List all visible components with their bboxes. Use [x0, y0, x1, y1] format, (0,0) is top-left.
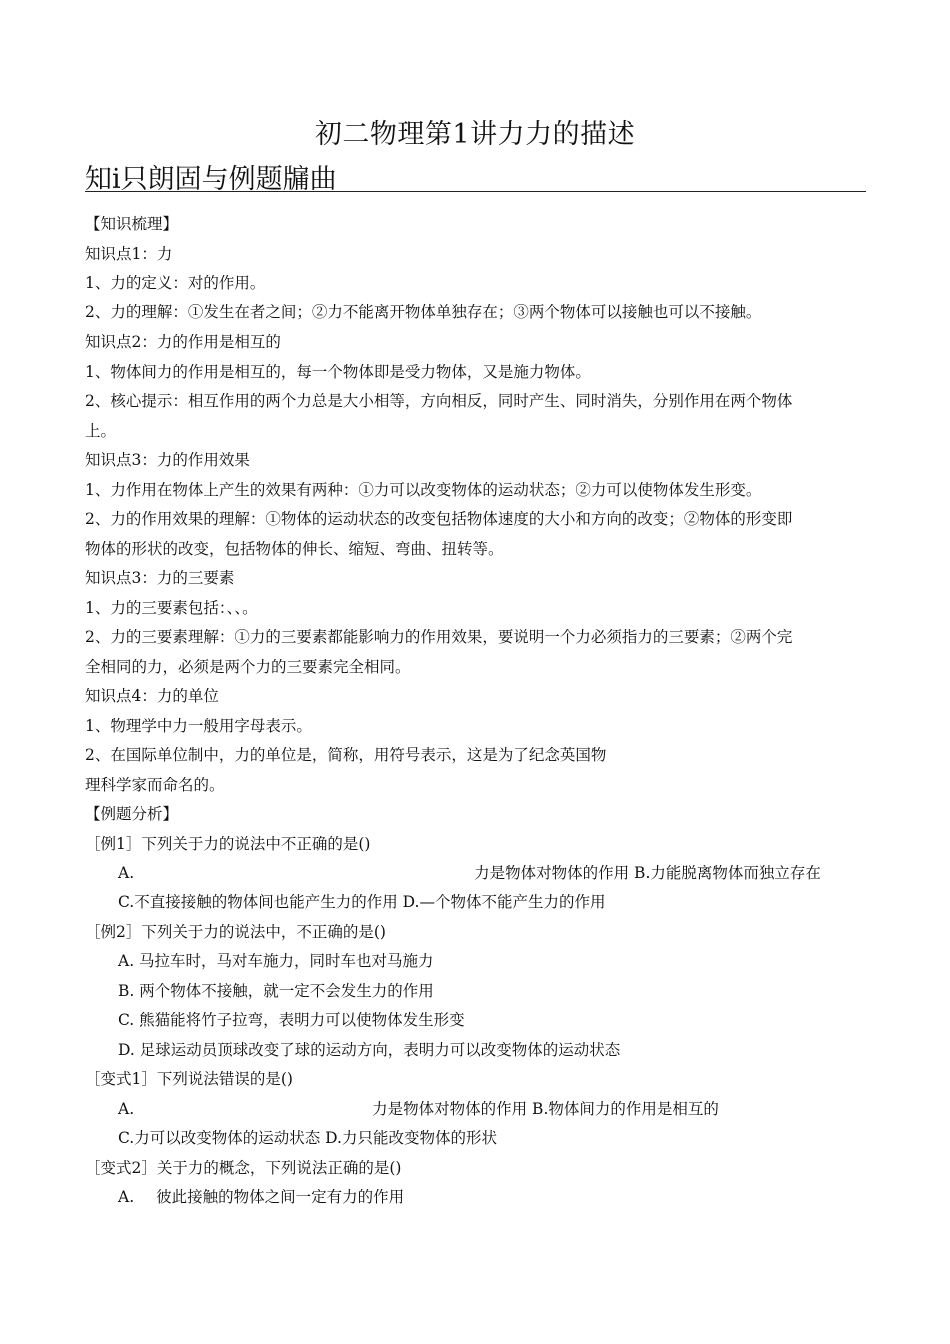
text-line: 1、力的三要素包括：、、。 — [85, 599, 258, 617]
variant1-stem: ［变式1］下列说法错误的是() — [85, 1070, 293, 1088]
text-line: 全相同的力，必须是两个力的三要素完全相同。 — [85, 658, 411, 676]
text-line: 上。 — [85, 422, 117, 440]
text-line: 【知识梳理】 — [85, 215, 179, 233]
text-line: 知识点4：力的单位 — [85, 687, 219, 705]
text-line: 知识点1：力 — [85, 245, 173, 263]
option-text: 彼此接触的物体之间一定有力的作用 — [156, 1188, 405, 1206]
text-line: 知识点3：力的作用效果 — [85, 451, 250, 469]
text-line: 2、力的理解：①发生在者之间；②力不能离开物体单独存在；③两个物体可以接触也可以不接触。 — [85, 303, 762, 321]
variant1-option-ab — [118, 1099, 719, 1119]
text-line: 1、物体间力的作用是相互的，每一个物体即是受力物体，又是施力物体。 — [85, 363, 591, 381]
text-line: 2、力的三要素理解：①力的三要素都能影响力的作用效果，要说明一个力必须指力的三要素；②两个完 — [85, 628, 793, 646]
text-line: 知识点3：力的三要素 — [85, 569, 235, 587]
example2-stem: ［例2］下列关于力的说法中，不正确的是() — [85, 923, 386, 941]
heading-divider — [85, 191, 866, 192]
option-text: 力是物体对物体的作用 B.力能脱离物体而独立存在 — [474, 864, 821, 882]
variant1-option-cd: C.力可以改变物体的运动状态 D.力只能改变物体的形状 — [118, 1129, 497, 1147]
example2-option-a: A. 马拉车时，马对车施力，同时车也对马施力 — [118, 952, 434, 970]
text-line: 1、力作用在物体上产生的效果有两种：①力可以改变物体的运动状态；②力可以使物体发生形变。 — [85, 481, 762, 499]
option-label: A. — [118, 1188, 135, 1206]
example2-option-d: D. 足球运动员顶球改变了球的运动方向，表明力可以改变物体的运动状态 — [118, 1041, 621, 1059]
variant2-stem: ［变式2］关于力的概念，下列说法正确的是() — [85, 1159, 402, 1177]
section-heading: 知i只朗固与例题牖曲 — [85, 164, 337, 195]
text-line: 2、核心提示：相互作用的两个力总是大小相等，方向相反，同时产生、同时消失，分别作用在两个物体 — [85, 392, 793, 410]
text-line: 2、在国际单位制中，力的单位是，简称，用符号表示，这是为了纪念英国物 — [85, 746, 607, 764]
example2-option-c: C. 熊猫能将竹子拉弯，表明力可以使物体发生形变 — [118, 1011, 465, 1029]
text-line: 理科学家而命名的。 — [85, 776, 225, 794]
page-title: 初二物理第1讲力力的描述 — [314, 119, 636, 150]
text-line: ［例1］下列关于力的说法中不正确的是() — [85, 835, 371, 853]
text-line: 【例题分析】 — [85, 805, 179, 823]
text-line: 1、物理学中力一般用字母表示。 — [85, 717, 312, 735]
option-label: A. — [118, 864, 135, 882]
example2-option-b: B. 两个物体不接触，就一定不会发生力的作用 — [118, 982, 434, 1000]
text-line: 1、力的定义：对的作用。 — [85, 274, 266, 292]
text-line: 2、力的作用效果的理解：①物体的运动状态的改变包括物体速度的大小和方向的改变；②物体的形变即 — [85, 510, 793, 528]
option-label: A. — [118, 1100, 135, 1118]
text-line: 知识点2：力的作用是相互的 — [85, 333, 281, 351]
example1-option-cd: C.不直接接触的物体间也能产生力的作用 D.—个物体不能产生力的作用 — [118, 893, 606, 911]
example1-option-ab — [118, 863, 821, 883]
variant2-option-a — [118, 1187, 404, 1207]
text-line: 物体的形状的改变，包括物体的伸长、缩短、弯曲、扭转等。 — [85, 540, 504, 558]
option-text: 力是物体对物体的作用 B.物体间力的作用是相互的 — [372, 1100, 719, 1118]
